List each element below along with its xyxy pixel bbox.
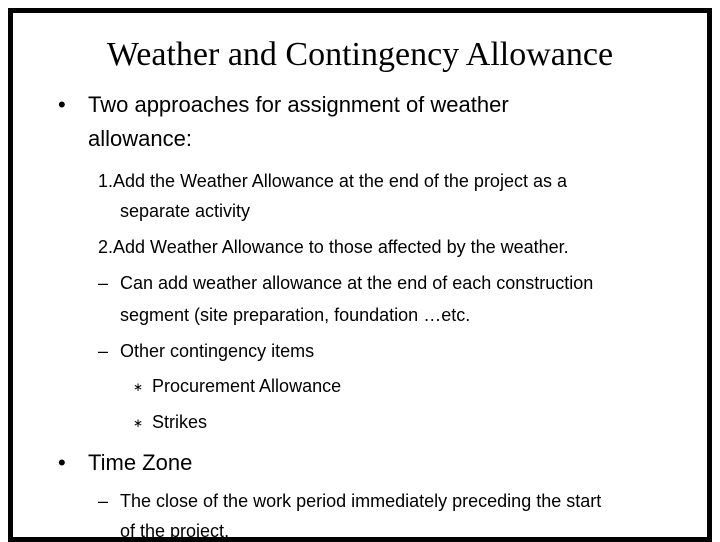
asterisk-bullet-icon: ∗ <box>133 380 144 394</box>
dash-continuation <box>120 304 470 326</box>
dash-text: Can add weather allowance at the end of each construction <box>120 273 594 293</box>
bullet-text: allowance: <box>88 126 192 151</box>
sub-item-text: Procurement Allowance <box>152 376 342 396</box>
numbered-continuation <box>120 200 250 222</box>
sub-item <box>133 375 341 399</box>
numbered-item <box>98 170 567 192</box>
dash-text: segment (site preparation, foundation …etc. <box>120 305 471 325</box>
number-marker: 1. <box>98 171 114 191</box>
dash-text: The close of the work period immediately preceding the start <box>120 491 602 511</box>
dash-text: Other contingency items <box>120 341 315 361</box>
dash-item <box>98 490 601 512</box>
bullet-continuation <box>88 126 192 152</box>
dash-marker: – <box>98 273 109 293</box>
dash-text: of the project. <box>120 521 230 541</box>
dash-marker: – <box>98 341 109 361</box>
asterisk-bullet-icon: ∗ <box>133 416 144 430</box>
bullet-marker: • <box>58 450 66 475</box>
numbered-item <box>98 236 569 258</box>
sub-item <box>133 411 207 435</box>
bullet-line <box>58 92 509 118</box>
bullet-text: Two approaches for assignment of weather <box>88 92 509 117</box>
dash-item <box>98 340 314 362</box>
dash-continuation <box>120 520 229 542</box>
bullet-line <box>58 450 192 476</box>
bullet-marker: • <box>58 92 66 117</box>
numbered-text: separate activity <box>120 201 251 221</box>
dash-marker: – <box>98 491 109 511</box>
number-marker: 2. <box>98 237 114 257</box>
numbered-text: Add Weather Allowance to those affected by the weather. <box>113 237 569 257</box>
numbered-text: Add the Weather Allowance at the end of the project as a <box>113 171 567 191</box>
sub-item-text: Strikes <box>152 412 208 432</box>
dash-item <box>98 272 593 294</box>
slide-title: Weather and Contingency Allowance <box>106 36 614 73</box>
bullet-text: Time Zone <box>88 450 193 475</box>
